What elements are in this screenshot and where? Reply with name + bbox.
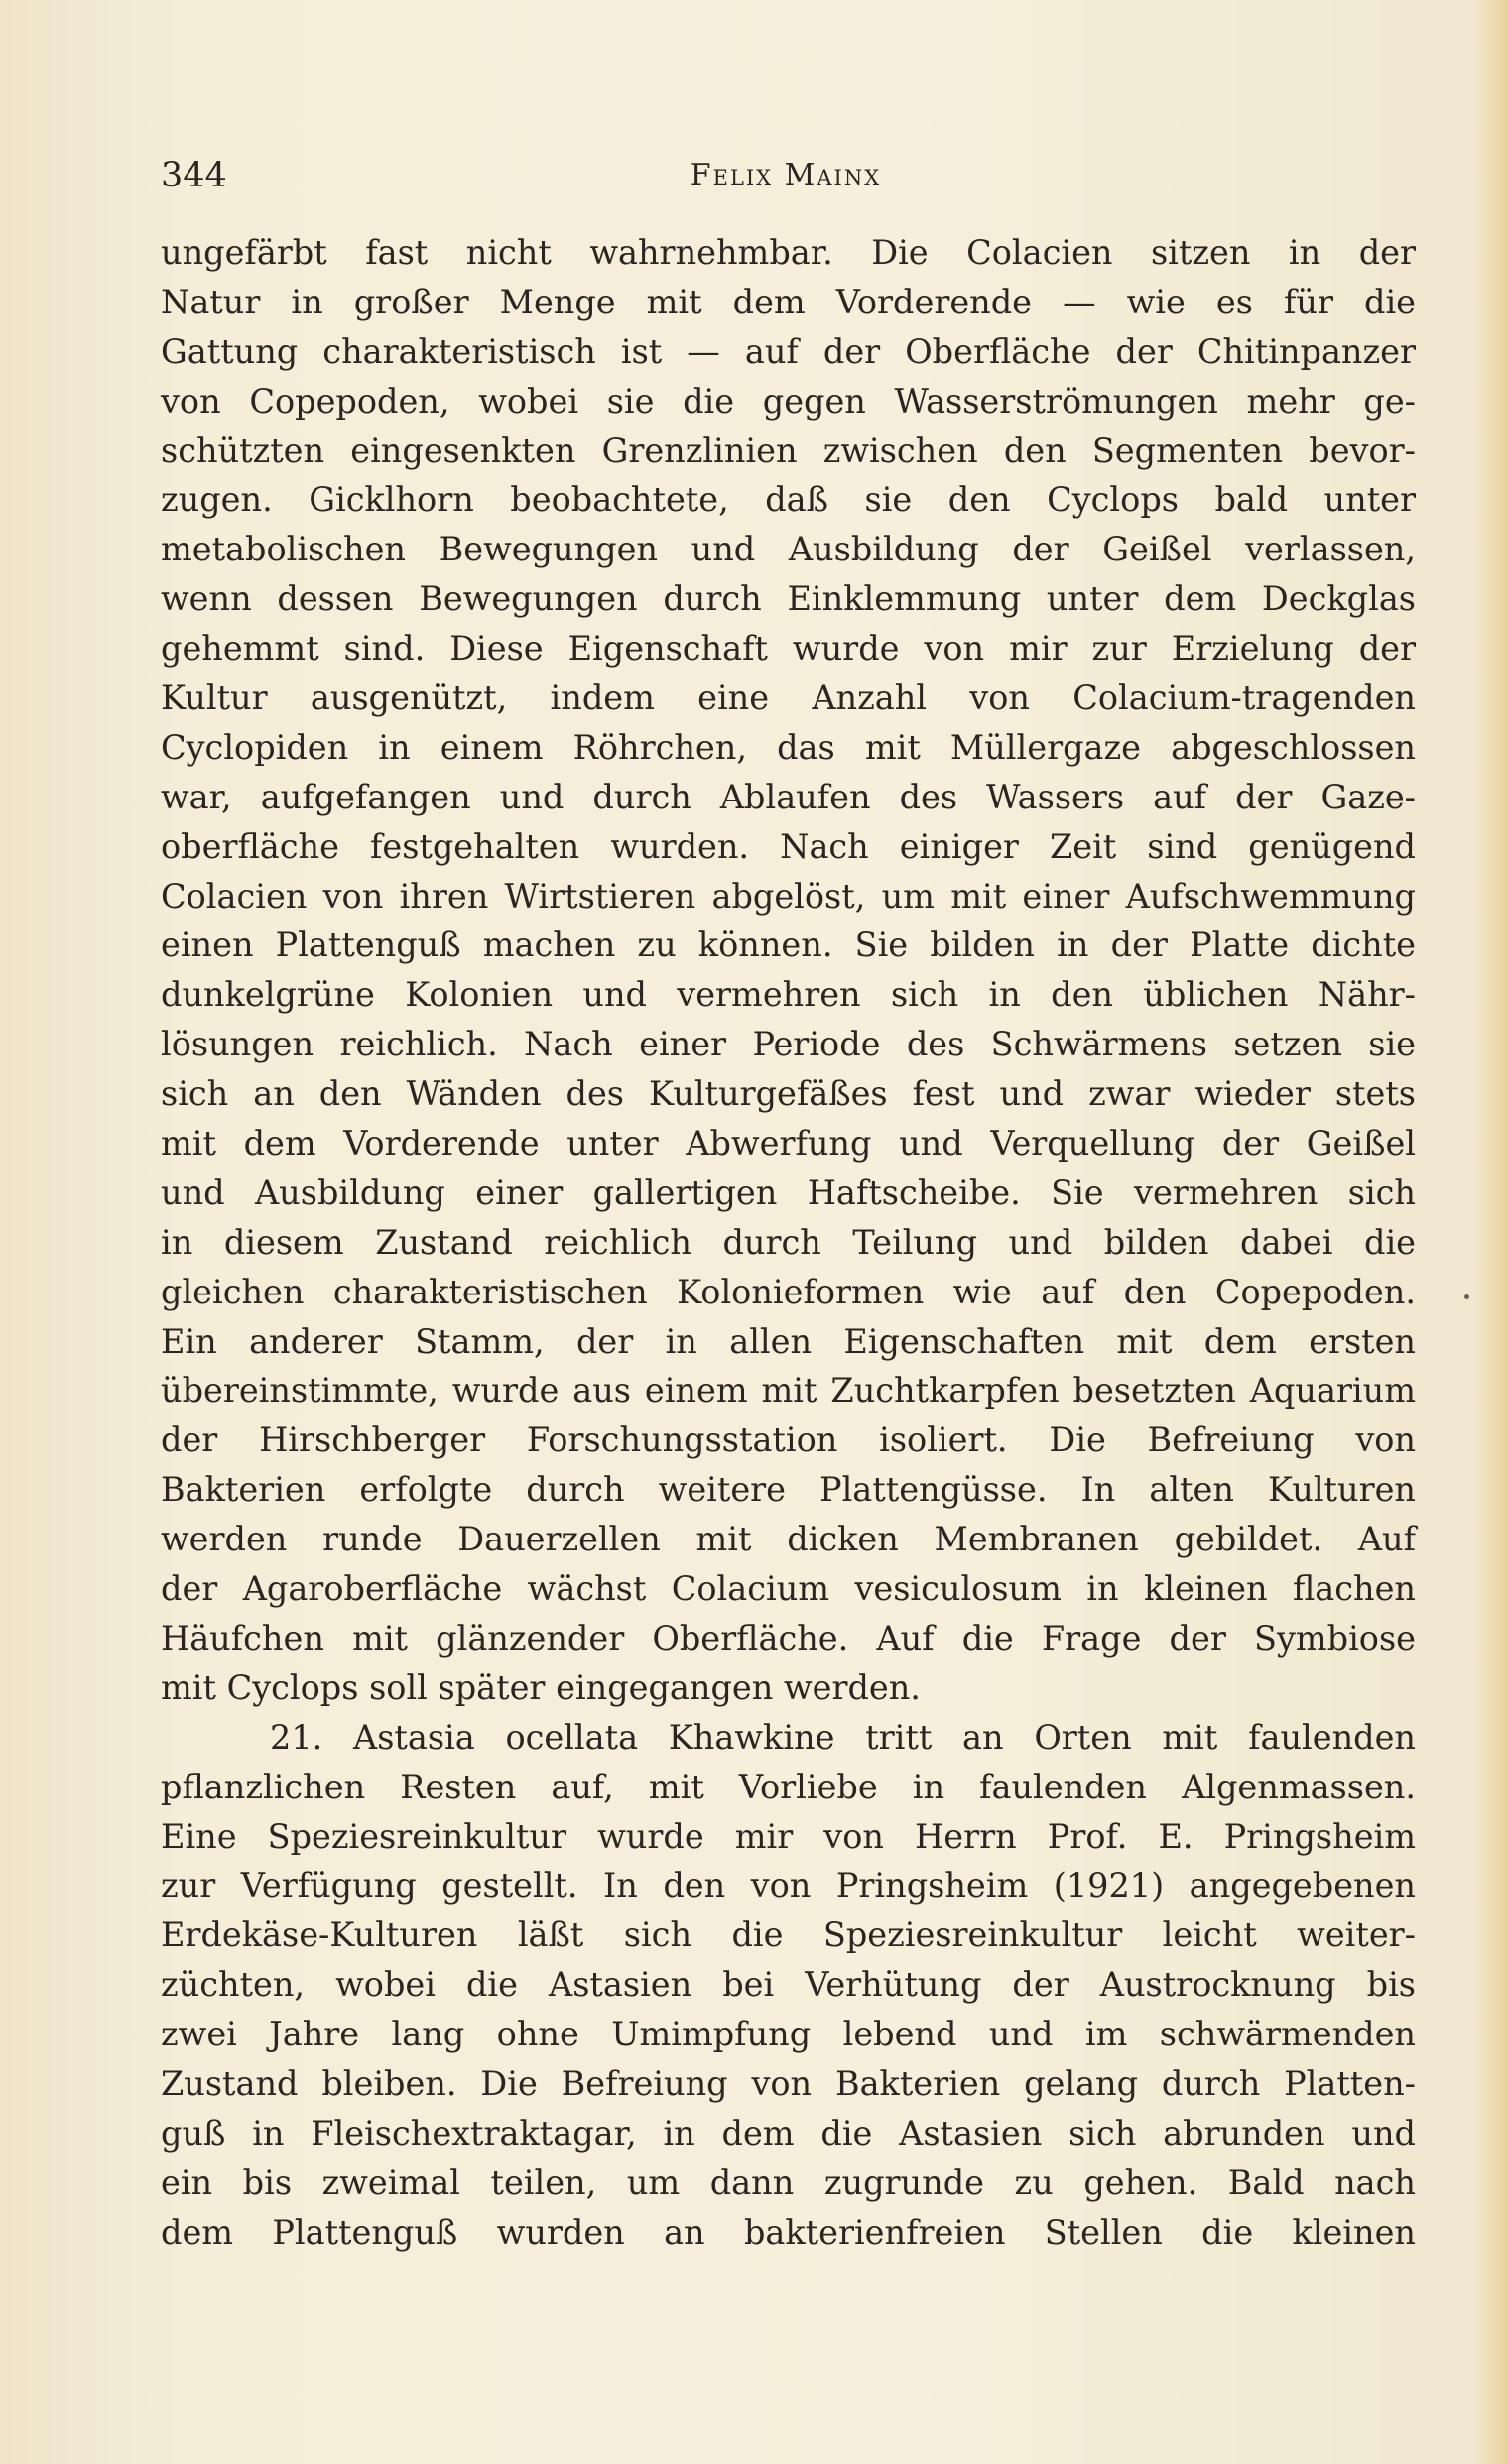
text-line: Erdekäse-Kulturen läßt sich die Speziesreinkultur leicht weiter- — [161, 1915, 1416, 1955]
text-line: metabolischen Bewegungen und Ausbildung der Geißel verlassen, — [161, 530, 1416, 569]
text-line: Cyclopiden in einem Röhrchen, das mit Müllergaze abgeschlossen — [161, 727, 1416, 767]
text-line: dunkelgrüne Kolonien und vermehren sich in den üblichen Nähr- — [161, 975, 1416, 1015]
text-line: werden runde Dauerzellen mit dicken Membranen gebildet. Auf — [161, 1520, 1416, 1559]
text-line: war, aufgefangen und durch Ablaufen des Wassers auf der Gaze- — [161, 777, 1416, 816]
running-head: Felix Mainx — [690, 158, 882, 192]
text-line: in diesem Zustand reichlich durch Teilung und bilden dabei die — [161, 1222, 1416, 1262]
text-line: Zustand bleiben. Die Befreiung von Bakterien gelang durch Platten- — [161, 2063, 1416, 2103]
text-line: Kultur ausgenützt, indem eine Anzahl von Colacium-tragenden — [161, 678, 1416, 718]
text-line: Ein anderer Stamm, der in allen Eigenschaften mit dem ersten — [161, 1321, 1416, 1361]
text-line: gehemmt sind. Diese Eigenschaft wurde von mir zur Erzielung der — [161, 629, 1416, 669]
text-line: einen Plattenguß machen zu können. Sie bilden in der Platte dichte — [161, 925, 1416, 965]
text-line: Häufchen mit glänzender Oberfläche. Auf die Frage der Symbiose — [161, 1618, 1416, 1658]
text-line: mit Cyclops soll später eingegangen werden. — [161, 1667, 921, 1707]
text-line: von Copepoden, wobei sie die gegen Wasserströmungen mehr ge- — [161, 381, 1416, 421]
text-line: mit dem Vorderende unter Abwerfung und Verquellung der Geißel — [161, 1124, 1416, 1164]
text-line: wenn dessen Bewegungen durch Einklemmung unter dem Deckglas — [161, 579, 1416, 619]
text-line: sich an den Wänden des Kulturgefäßes fest und zwar wieder stets — [161, 1074, 1416, 1114]
page-number: 344 — [161, 156, 227, 195]
text-line: Gattung charakteristisch ist — auf der Oberfläche der Chitinpanzer — [161, 331, 1416, 371]
text-line: der Agaroberfläche wächst Colacium vesiculosum in kleinen flachen — [161, 1569, 1416, 1609]
text-line: zur Verfügung gestellt. In den von Pringsheim (1921) angegebenen — [161, 1866, 1416, 1906]
text-line: übereinstimmte, wurde aus einem mit Zuchtkarpfen besetzten Aquarium — [161, 1371, 1416, 1411]
text-line: 21. Astasia ocellata Khawkine tritt an Orten mit faulenden — [270, 1717, 1416, 1757]
text-line: ein bis zweimal teilen, um dann zugrunde zu gehen. Bald nach — [161, 2162, 1416, 2202]
text-line: Colacien von ihren Wirtstieren abgelöst, um mit einer Aufschwemmung — [161, 876, 1416, 916]
text-line: züchten, wobei die Astasien bei Verhütung der Austrocknung bis — [161, 1965, 1416, 2005]
text-line: Natur in großer Menge mit dem Vorderende — wie es für die — [161, 282, 1416, 321]
text-line: Bakterien erfolgte durch weitere Plattengüsse. In alten Kulturen — [161, 1470, 1416, 1510]
text-line: und Ausbildung einer gallertigen Haftscheibe. Sie vermehren sich — [161, 1172, 1416, 1212]
text-line: dem Plattenguß wurden an bakterienfreien Stellen die kleinen — [161, 2212, 1416, 2252]
body-text — [161, 228, 1416, 2258]
text-line: gleichen charakteristischen Kolonieformen wie auf den Copepoden. — [161, 1272, 1416, 1311]
text-line: Eine Speziesreinkultur wurde mir von Herrn Prof. E. Pringsheim — [161, 1816, 1416, 1856]
text-line: ungefärbt fast nicht wahrnehmbar. Die Colacien sitzen in der — [161, 233, 1416, 272]
text-line: pflanzlichen Resten auf, mit Vorliebe in faulenden Algenmassen. — [161, 1767, 1416, 1806]
text-line: der Hirschberger Forschungsstation isoliert. Die Befreiung von — [161, 1420, 1416, 1460]
text-line: schützten eingesenkten Grenzlinien zwischen den Segmenten bevor- — [161, 431, 1416, 470]
page-edge-shading — [1474, 0, 1508, 2464]
text-line: zugen. Gicklhorn beobachtete, daß sie den Cyclops bald unter — [161, 480, 1416, 520]
text-line: lösungen reichlich. Nach einer Periode des Schwärmens setzen sie — [161, 1025, 1416, 1064]
text-line: oberfläche festgehalten wurden. Nach einiger Zeit sind genügend — [161, 826, 1416, 866]
text-line: guß in Fleischextraktagar, in dem die Astasien sich abrunden und — [161, 2113, 1416, 2153]
margin-dot — [1464, 1294, 1469, 1299]
text-line: zwei Jahre lang ohne Umimpfung lebend und im schwärmenden — [161, 2015, 1416, 2054]
page-header — [161, 151, 1411, 200]
